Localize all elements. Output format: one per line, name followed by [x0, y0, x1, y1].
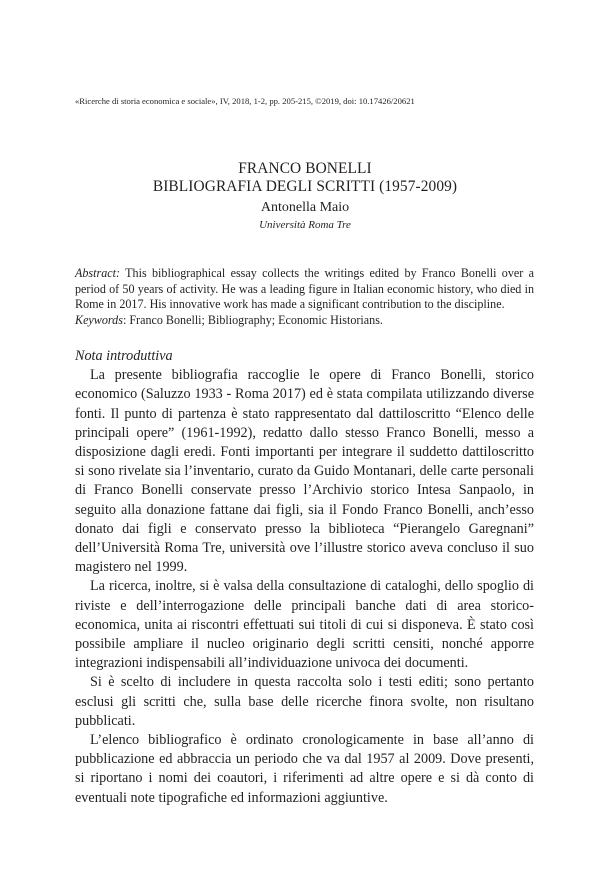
body-text — [75, 347, 534, 808]
keywords-paragraph — [75, 313, 534, 329]
citation-header: «Ricerche di storia economica e sociale», IV, 2018, 1-2, pp. 205-215, ©2019, doi: 10.17426/20621 — [75, 96, 415, 106]
section-heading: Nota introduttiva — [75, 348, 173, 364]
title-line-1: FRANCO BONELLI — [238, 160, 372, 177]
body-paragraph-1: La presente bibliografia raccoglie le opere di Franco Bonelli, storico economico (Saluzzo 1933 - Roma 2017) ed è stata compilata utilizzando diverse fonti. Il punto di partenza è stato rappresentato dal dattiloscritto “Elenco delle principali opere” (1961-1992), redatto dallo stesso Franco Bonelli, messo a disposizione dagli eredi. Fonti importanti per integrare il suddetto dattiloscritto si sono rivelate sia l’inventario, curato da Guido Montanari, delle carte personali di Franco Bonelli conservate presso l’Archivio storico Intesa Sanpaolo, in seguito alla donazione fattane dai figli, sia il Fondo Franco Bonelli, anch’esso donato dai figli e conservato presso la biblioteca “Pierangelo Garegnani” dell’Università Roma Tre, università ove l’illustre storico aveva concluso il suo magistero nel 1999. — [75, 367, 534, 576]
keywords-label: Keywords — [75, 312, 123, 327]
body-paragraph-3: Si è scelto di includere in questa raccolta solo i testi editi; sono pertanto esclusi gli scritti che, sulla base delle ricerche finora svolte, non risultano pubblicati. — [75, 674, 534, 729]
title-block — [75, 160, 535, 232]
abstract-text: This bibliographical essay collects the writings edited by Franco Bonelli over a period of 50 years of activity. He was a leading figure in Italian economic history, who died in Rome in 2017. His innovative work has made a significant contribution to the discipline. — [75, 266, 534, 312]
abstract-paragraph — [75, 266, 534, 313]
body-paragraph-4: L’elenco bibliografico è ordinato cronologicamente in base all’anno di pubblicazione ed abbraccia un periodo che va dal 1957 al 2009. Dove presenti, si riportano i nomi dei coautori, i riferimenti ad altre opere e si dà conto di eventuali note tipografiche ed informazioni aggiuntive. — [75, 732, 534, 806]
keywords-text: : Franco Bonelli; Bibliography; Economic Historians. — [122, 312, 383, 327]
author-affiliation: Università Roma Tre — [259, 219, 351, 231]
author-name: Antonella Maio — [260, 200, 350, 215]
abstract-label: Abstract: — [75, 266, 121, 280]
title-line-2: BIBLIOGRAFIA DEGLI SCRITTI (1957-2009) — [152, 178, 458, 195]
body-paragraph-2: La ricerca, inoltre, si è valsa della consultazione di cataloghi, dello spoglio di riviste e dell’interrogazione delle principali banche dati di area storico-economica, unita ai riscontri effettuati sui titoli di cui si disponeva. È stato così possibile ampliare il nucleo originario degli scritti censiti, nonché apporre integrazioni indispensabili all’individuazione univoca dei documenti. — [75, 578, 534, 672]
abstract-block — [75, 266, 534, 328]
